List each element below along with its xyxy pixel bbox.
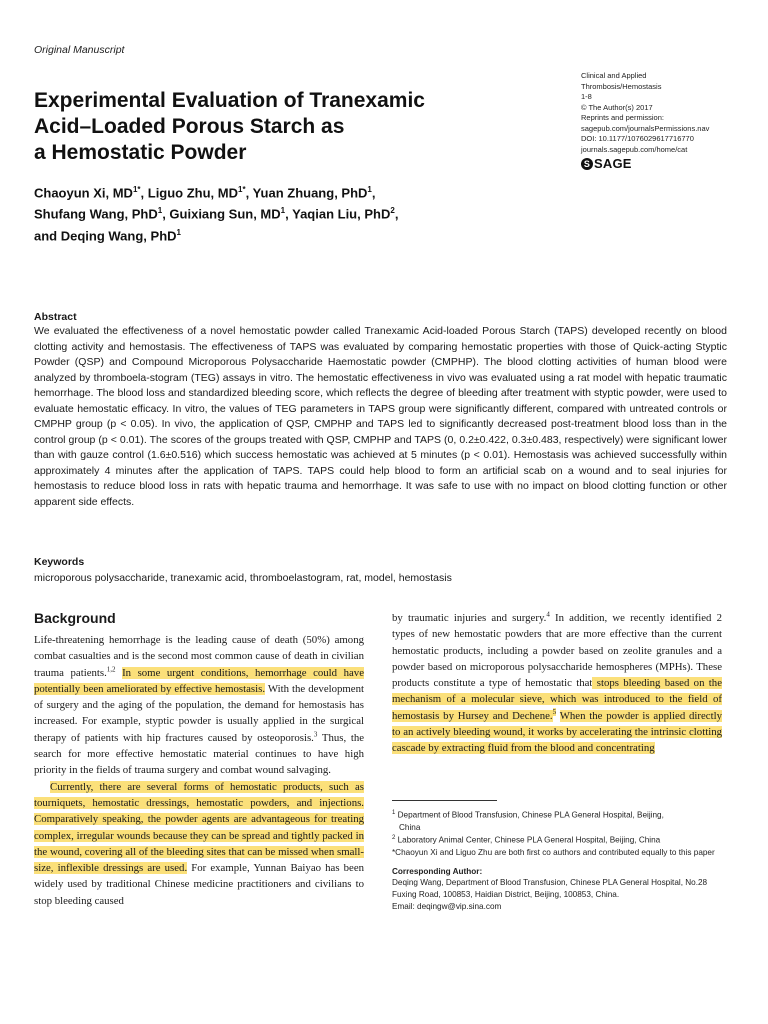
author-line-3 [34, 224, 554, 245]
highlighted-text: stops bleeding based on the mechanism of a molecular sieve, which was introduced to the field of hemostasis by Hursey and Dechene. [392, 677, 722, 722]
affiliation-text: Department of Blood Transfusion, Chinese PLA General Hospital, Beijing, [395, 810, 664, 820]
author-affiliation-mark: 2 [390, 206, 395, 216]
body-paragraph [392, 610, 722, 757]
author-affiliation-mark: 1* [238, 185, 246, 194]
abstract-heading: Abstract [34, 311, 77, 323]
title-line-2: Acid–Loaded Porous Starch as [34, 115, 345, 138]
journal-name-line-2: Thrombosis/Hemostasis [581, 81, 662, 91]
journal-home-link[interactable]: journals.sagepub.com/home/cat [581, 144, 688, 154]
author-affiliation-mark: 1* [132, 185, 141, 194]
author-affiliation-mark: 1 [280, 206, 286, 216]
title-line-1: Experimental Evaluation of Tranexamic [34, 89, 425, 112]
page-range: 1-8 [581, 92, 592, 101]
author-affiliation-mark: 1 [367, 185, 372, 194]
sage-logo-icon: S [581, 158, 593, 170]
body-paragraph [34, 632, 364, 779]
author-name: Deqing Wang, PhD [60, 227, 177, 243]
background-heading: Background [34, 610, 116, 626]
author-separator: , [371, 185, 376, 201]
footnotes [392, 808, 732, 913]
journal-name-line-1: Clinical and Applied [581, 71, 647, 80]
citation-ref[interactable]: 1,2 [106, 665, 116, 673]
highlighted-text: Currently, there are several forms of hemostatic products, such as tourniquets, hemostatic dressings, hemostatic powders, and injections. Comparatively speaking, the powder agents are advantageous for treating complex, irregular wounds because they can be spread and tightly packed in the wound, covering all of the bleeding sites that can be missed when small-size, inflexible dressings are used. [34, 780, 364, 875]
article-title [34, 88, 534, 166]
body-paragraph [34, 779, 364, 909]
permissions-link[interactable]: sagepub.com/journalsPermissions.nav [581, 123, 710, 133]
keywords-text: microporous polysaccharide, tranexamic acid, thromboelastogram, rat, model, hemostasis [34, 572, 452, 584]
affiliation-mark: 1 [392, 810, 396, 816]
body-text: Thus, the search for more effective hemostatic material continues to have high priority in the fields of trauma surgery and combat wound salvaging. [34, 731, 365, 777]
author-line-2 [34, 202, 554, 223]
doi-line[interactable]: DOI: 10.1177/1076029617716770 [581, 134, 694, 143]
author-separator: , [285, 206, 293, 222]
body-text: Life-threatening hemorrhage is the leading cause of death (50%) among combat casualties and is the second most common cause of death in civilian trauma patients. [34, 634, 364, 679]
body-text: by traumatic injuries and surgery. [392, 612, 547, 624]
abstract-text: We evaluated the effectiveness of a novel hemostatic powder called Tranexamic Acid-loaded Porous Starch (TAPS) developed recently on blood clotting activity and hemostasis. The effectiveness of TAPS was evaluated by comparing hemostatic properties with those of Quick-acting Styptic Powder (QSP) and Compound Microporous Polysaccharide Haemostatic powder (CMPHP). The blood clotting activities of human blood were analyzed by thromboela-stogram (TEG) assays in vitro. The hemostatic effectiveness in vivo was evaluated using a rat model with hepatic traumatic hemorrhage. The blood loss and standardized bleeding score, which reflects the degree of bleeding after treatment with styptic powder, were used to evaluate hemostatic efficacy. In vitro, the values of TEG parameters in TAPS group were significantly different, compared with untreated controls or CMPHP group (p < 0.05). In vivo, the application of QSP, CMPHP and TAPS led to significantly decreased post-treatment blood loss than in the control group (p < 0.01). The scores of the groups treated with QSP, CMPHP and TAPS (0, 0.2±0.422, 0.3±0.483, respectively) were significant lower than with gauze control (1.6±0.516) which success hemostatic was achieved at 5 minutes (p < 0.01). Hemostasis was achieved successfully within approximately 4 minutes after the application of TAPS. TAPS could help blood to form an artificial scab on a wound and to seal injuries for hemostasis to reduce blood loss in rats with hepatic trauma and hemorrhage. It was safe to use with no impact on blood clotting function or other apparent side effects. [34, 325, 727, 509]
author-affiliation-mark: 1 [176, 227, 181, 237]
body-column-left [34, 632, 364, 909]
citation-ref[interactable]: 4 [546, 610, 550, 619]
footnote-divider [392, 800, 497, 801]
author-name: Guixiang Sun, MD [169, 206, 281, 222]
affiliation-mark: 2 [392, 835, 396, 842]
highlighted-text: When the powder is applied directly to an actively bleeding wound, it works by accelerating the intrinsic clotting cascade by extracting fluid from the blood and concentrating [392, 709, 722, 755]
corresponding-author-email[interactable]: Email: deqingw@vip.sina.com [392, 902, 502, 912]
author-name: Yuan Zhuang, PhD [252, 185, 368, 201]
citation-ref[interactable]: 5 [552, 708, 557, 717]
sage-logo-text: SAGE [594, 155, 632, 171]
author-name: Yaqian Liu, PhD [292, 206, 391, 222]
manuscript-type-label: Original Manuscript [34, 44, 125, 56]
body-text: For example, Yunnan Baiyao has been widely used by traditional Chinese medicine practitioners and civilians to stop bleeding caused [34, 862, 365, 907]
body-column-right [392, 610, 722, 757]
author-line-1 [34, 181, 554, 202]
highlighted-text: In some urgent conditions, hemorrhage could have potentially been ameliorated by effective hemostasis. [34, 666, 364, 695]
author-separator: , [140, 185, 148, 201]
body-text: With the development of surgery and the aging of the population, the demand for hemostasis has increased. For example, styptic powder is usually applied in the surgical therapy of patients with hip fractures caused by osteoporosis. [34, 682, 364, 744]
corresponding-author-heading: Corresponding Author: [392, 866, 483, 876]
author-separator: , [394, 206, 399, 222]
author-conjunction: and [34, 227, 61, 243]
author-affiliation-mark: 1 [157, 206, 163, 216]
author-separator: , [162, 206, 170, 222]
equal-contribution-note: *Chaoyun Xi and Liguo Zhu are both first co authors and contributed equally to this paper [392, 847, 715, 857]
author-list [34, 181, 554, 245]
body-text: In addition, we recently identified 2 types of new hemostatic powders that are more effective than the current hemostatic products, including a powder based on zeolite granules and a powder based on microporous polysaccharide hemospheres (MPHs). These products constitute a type of hemostatic that [392, 612, 722, 690]
reprints-line: Reprints and permission: [581, 113, 664, 122]
author-name: Chaoyun Xi, MD [34, 185, 133, 201]
author-name: Liguo Zhu, MD [147, 185, 239, 201]
copyright-line: © The Author(s) 2017 [581, 102, 653, 112]
journal-info [581, 71, 761, 170]
sage-logo [581, 155, 761, 171]
corresponding-author-text: Deqing Wang, Department of Blood Transfusion, Chinese PLA General Hospital, No.28 Fuxing Road, 100853, Haidian District, Beijing, 100853, China. [392, 878, 708, 900]
citation-ref[interactable]: 3 [313, 730, 318, 739]
author-separator: , [245, 185, 253, 201]
affiliation-text: Laboratory Animal Center, Chinese PLA General Hospital, Beijing, China [395, 836, 661, 846]
title-line-3: a Hemostatic Powder [34, 141, 247, 164]
affiliation-1-continued: China [399, 822, 421, 832]
affiliation-1 [392, 808, 732, 822]
keywords-heading: Keywords [34, 556, 85, 568]
affiliation-2 [392, 833, 732, 847]
author-name: Shufang Wang, PhD [34, 206, 158, 222]
